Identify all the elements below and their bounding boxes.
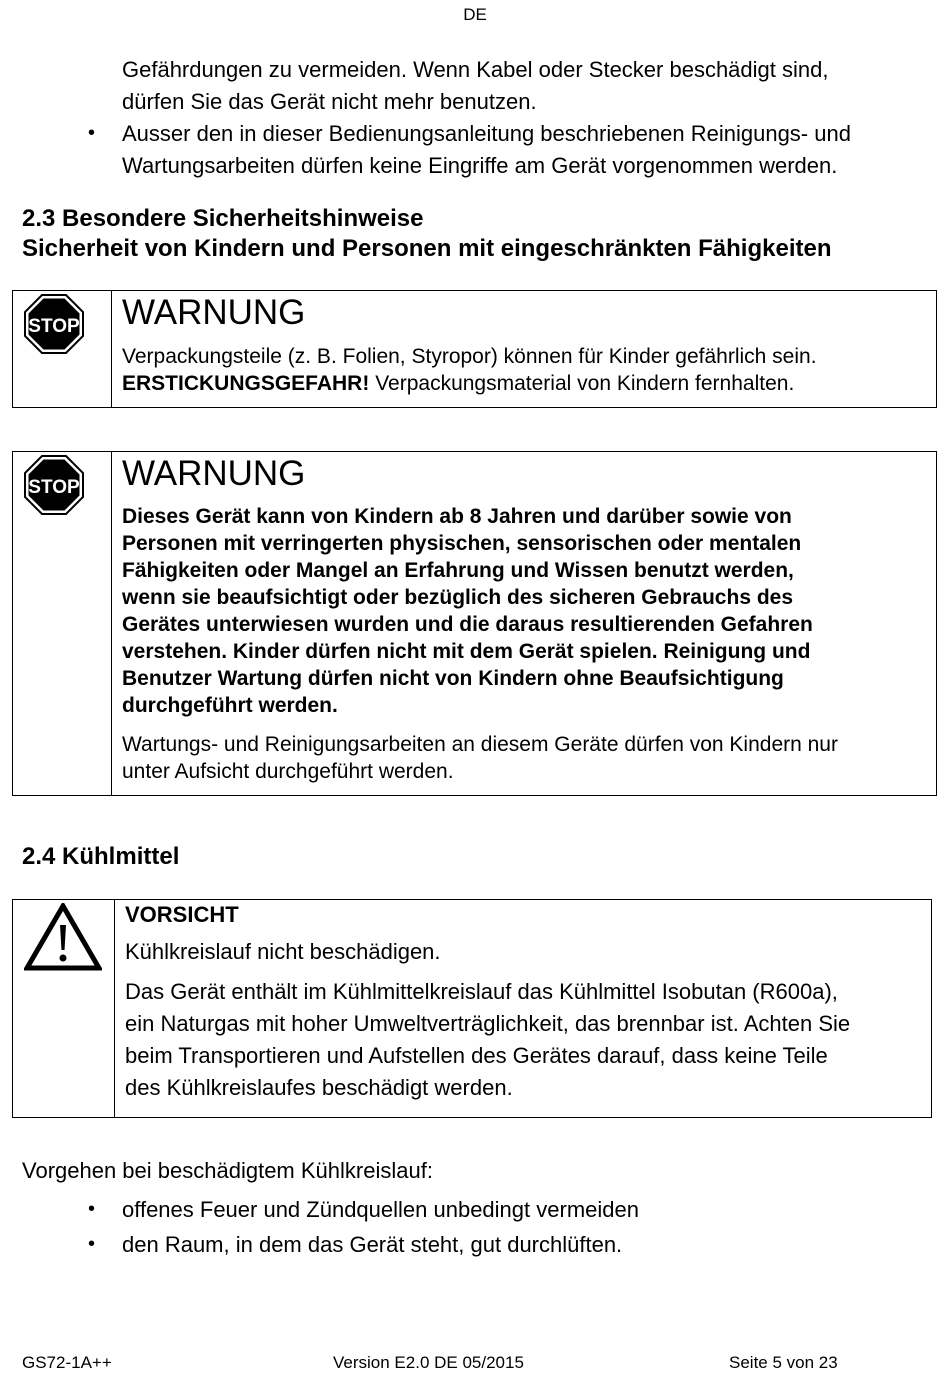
footer-page-number: Seite 5 von 23 bbox=[729, 1353, 838, 1372]
section-2-3-title: 2.3 Besondere Sicherheitshinweise bbox=[22, 205, 424, 232]
warning-2-bold-line: Fähigkeiten oder Mangel an Erfahrung und Wissen benutzt werden, bbox=[122, 559, 794, 582]
warning-2-bold-line: Personen mit verringerten physischen, sensorischen oder mentalen bbox=[122, 532, 802, 555]
warning-1-line-2-rest: Verpackungsmaterial von Kindern fernhalten. bbox=[369, 372, 795, 395]
bullet-dot: • bbox=[88, 1198, 96, 1220]
warning-2-bold-line: durchgeführt werden. bbox=[122, 694, 338, 717]
warning-1-emphasis: ERSTICKUNGSGEFAHR! bbox=[122, 372, 370, 395]
caution-paragraph-line: Das Gerät enthält im Kühlmittelkreislauf das Kühlmittel Isobutan (R600a), bbox=[125, 979, 838, 1004]
warning-1-line-2 bbox=[122, 370, 932, 397]
footer-model: GS72-1A++ bbox=[22, 1353, 112, 1372]
footer-version: Version E2.0 DE 05/2015 bbox=[333, 1353, 524, 1372]
section-2-4-title: 2.4 Kühlmittel bbox=[22, 843, 180, 870]
stop-sign-text: STOP bbox=[28, 316, 80, 337]
procedure-intro: Vorgehen bei beschädigtem Kühlkreislauf: bbox=[22, 1158, 433, 1183]
caution-paragraph-line: ein Naturgas mit hoher Umweltverträglichkeit, das brennbar ist. Achten Sie bbox=[125, 1011, 851, 1036]
warning-box-2 bbox=[12, 451, 937, 796]
stop-sign-icon bbox=[23, 293, 85, 355]
warning-2-normal-line: Wartungs- und Reinigungsarbeiten an diesem Geräte dürfen von Kindern nur bbox=[122, 733, 838, 756]
warning-2-bold-line: Dieses Gerät kann von Kindern ab 8 Jahren und darüber sowie von bbox=[122, 505, 792, 528]
warning-2-title: WARNUNG bbox=[122, 454, 306, 493]
procedure-bullet-2: den Raum, in dem das Gerät steht, gut durchlüften. bbox=[122, 1232, 623, 1257]
warning-triangle-icon bbox=[24, 903, 102, 971]
warning-2-normal-text bbox=[122, 731, 934, 785]
intro-paragraph bbox=[122, 54, 922, 118]
warning-2-bold-text bbox=[122, 503, 934, 719]
caution-title: VORSICHT bbox=[125, 902, 239, 927]
caution-line-1: Kühlkreislauf nicht beschädigen. bbox=[125, 939, 441, 964]
warning-2-bold-line: verstehen. Kinder dürfen nicht mit dem Gerät spielen. Reinigung und bbox=[122, 640, 811, 663]
page-header-language: DE bbox=[463, 5, 487, 24]
procedure-bullet-1: offenes Feuer und Zündquellen unbedingt vermeiden bbox=[122, 1197, 639, 1222]
section-2-3-subtitle: Sicherheit von Kindern und Personen mit eingeschränkten Fähigkeiten bbox=[22, 235, 832, 262]
warning-1-text bbox=[122, 343, 932, 397]
warning-1-line-1: Verpackungsteile (z. B. Folien, Styropor) können für Kinder gefährlich sein. bbox=[122, 345, 817, 368]
intro-bullet-1 bbox=[122, 118, 932, 182]
warning-2-bold-line: Benutzer Wartung dürfen nicht von Kindern ohne Beaufsichtigung bbox=[122, 667, 784, 690]
caution-paragraph bbox=[125, 976, 925, 1104]
stop-sign-text: STOP bbox=[28, 477, 80, 498]
intro-line-1: Gefährdungen zu vermeiden. Wenn Kabel oder Stecker beschädigt sind, bbox=[122, 57, 829, 82]
warning-1-title: WARNUNG bbox=[122, 293, 306, 332]
stop-sign-icon bbox=[23, 454, 85, 516]
caution-paragraph-line: des Kühlkreislaufes beschädigt werden. bbox=[125, 1075, 513, 1100]
intro-bullet-1-line-1: Ausser den in dieser Bedienungsanleitung beschriebenen Reinigungs- und bbox=[122, 121, 851, 146]
warning-box-1 bbox=[12, 290, 937, 408]
warning-2-bold-line: wenn sie beaufsichtigt oder bezüglich des sicheren Gebrauchs des bbox=[122, 586, 794, 609]
caution-box bbox=[12, 899, 932, 1118]
warning-2-normal-line: unter Aufsicht durchgeführt werden. bbox=[122, 760, 454, 783]
bullet-dot: • bbox=[88, 122, 96, 144]
intro-line-2: dürfen Sie das Gerät nicht mehr benutzen. bbox=[122, 89, 537, 114]
caution-paragraph-line: beim Transportieren und Aufstellen des Gerätes darauf, dass keine Teile bbox=[125, 1043, 828, 1068]
warning-2-bold-line: Gerätes unterwiesen wurden und die daraus resultierenden Gefahren bbox=[122, 613, 813, 636]
intro-bullet-1-line-2: Wartungsarbeiten dürfen keine Eingriffe am Gerät vorgenommen werden. bbox=[122, 153, 838, 178]
bullet-dot: • bbox=[88, 1233, 96, 1255]
